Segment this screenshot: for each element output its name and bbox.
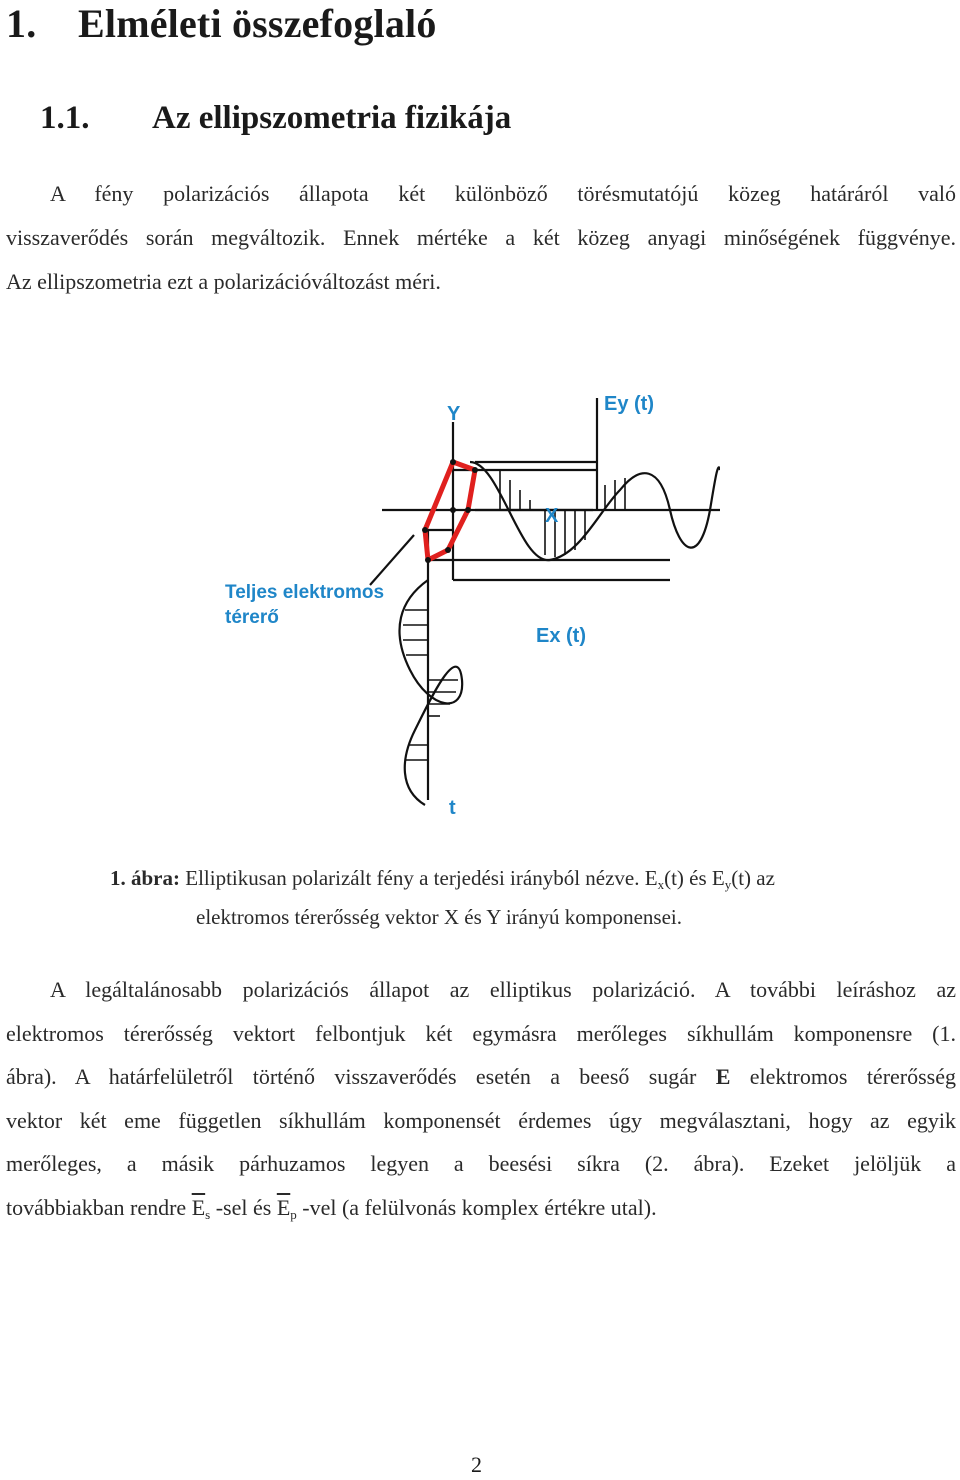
caption-line-2: elektromos térerősség vektor X és Y irányú komponensei. bbox=[196, 905, 682, 929]
figure-caption: 1. ábra: Elliptikusan polarizált fény a terjedési irányból nézve. $E_x(t)$ és $E_y(t)$ az elektromos térerősség vektor X és Y irányú komponensei. bbox=[110, 862, 930, 933]
section-number: 1. bbox=[6, 1, 37, 46]
paragraph-line: elektromos térerősség vektort felbontjuk két egymásra merőleges síkhullám komponensre (1. bbox=[6, 1020, 956, 1046]
body-paragraph bbox=[6, 968, 956, 1236]
caption-label: 1. ábra: bbox=[110, 866, 180, 890]
paragraph-line: Az ellipszometria ezt a polarizációváltozást méri. bbox=[6, 269, 441, 294]
page-number: 2 bbox=[471, 1452, 482, 1477]
x-axis-label: X bbox=[545, 505, 559, 527]
paragraph-line: ábra). A határfelületről történő visszaverődés esetén a beeső sugár E elektromos térerősség bbox=[6, 1064, 957, 1089]
subsection-title: Az ellipszometria fizikája bbox=[152, 100, 512, 136]
paragraph-line: vektor két eme független síkhullám komponensét érdemes úgy megválasztani, hogy az egyik bbox=[6, 1107, 956, 1133]
polarization-diagram bbox=[200, 370, 720, 830]
subsection-heading bbox=[40, 100, 511, 137]
ey-label: Ey (t) bbox=[604, 393, 654, 415]
ex-label: Ex (t) bbox=[536, 625, 586, 647]
diagonal-line bbox=[370, 535, 414, 585]
t-axis-label: t bbox=[449, 797, 456, 819]
total-field-label-1: Teljes elektromos bbox=[225, 582, 385, 603]
total-field-label-2: térerő bbox=[225, 607, 279, 628]
subsection-number: 1.1. bbox=[40, 100, 90, 136]
section-title: Elméleti összefoglaló bbox=[78, 1, 437, 46]
ep-symbol: $\overline{E}$ bbox=[276, 1194, 291, 1220]
polarization-figure bbox=[200, 370, 720, 830]
vector-e: E bbox=[715, 1064, 731, 1089]
paragraph-line: merőleges, a másik párhuzamos legyen a beesési síkra (2. ábra). Ezeket jelöljük a bbox=[6, 1151, 956, 1176]
ey-hatching bbox=[500, 470, 625, 557]
paragraph-line: továbbiakban rendre $\overline{E}_s$ -sel és $\overline{E}_p$ -vel (a felülvonás komplex értékre utal). bbox=[6, 1194, 657, 1222]
paragraph-line: A legáltalánosabb polarizációs állapot az elliptikus polarizáció. A további leíráshoz az bbox=[50, 977, 956, 1002]
es-symbol: $\overline{E}$ bbox=[191, 1194, 206, 1220]
section-heading bbox=[6, 0, 437, 47]
y-axis-label: Y bbox=[447, 403, 461, 425]
intro-paragraph bbox=[6, 172, 956, 304]
paragraph-line: visszaverődés során megváltozik. Ennek mértéke a két közeg anyagi minőségének függvénye. bbox=[6, 225, 956, 250]
paragraph-line: A fény polarizációs állapota két különböző törésmutatójú közeg határáról való bbox=[50, 181, 956, 206]
